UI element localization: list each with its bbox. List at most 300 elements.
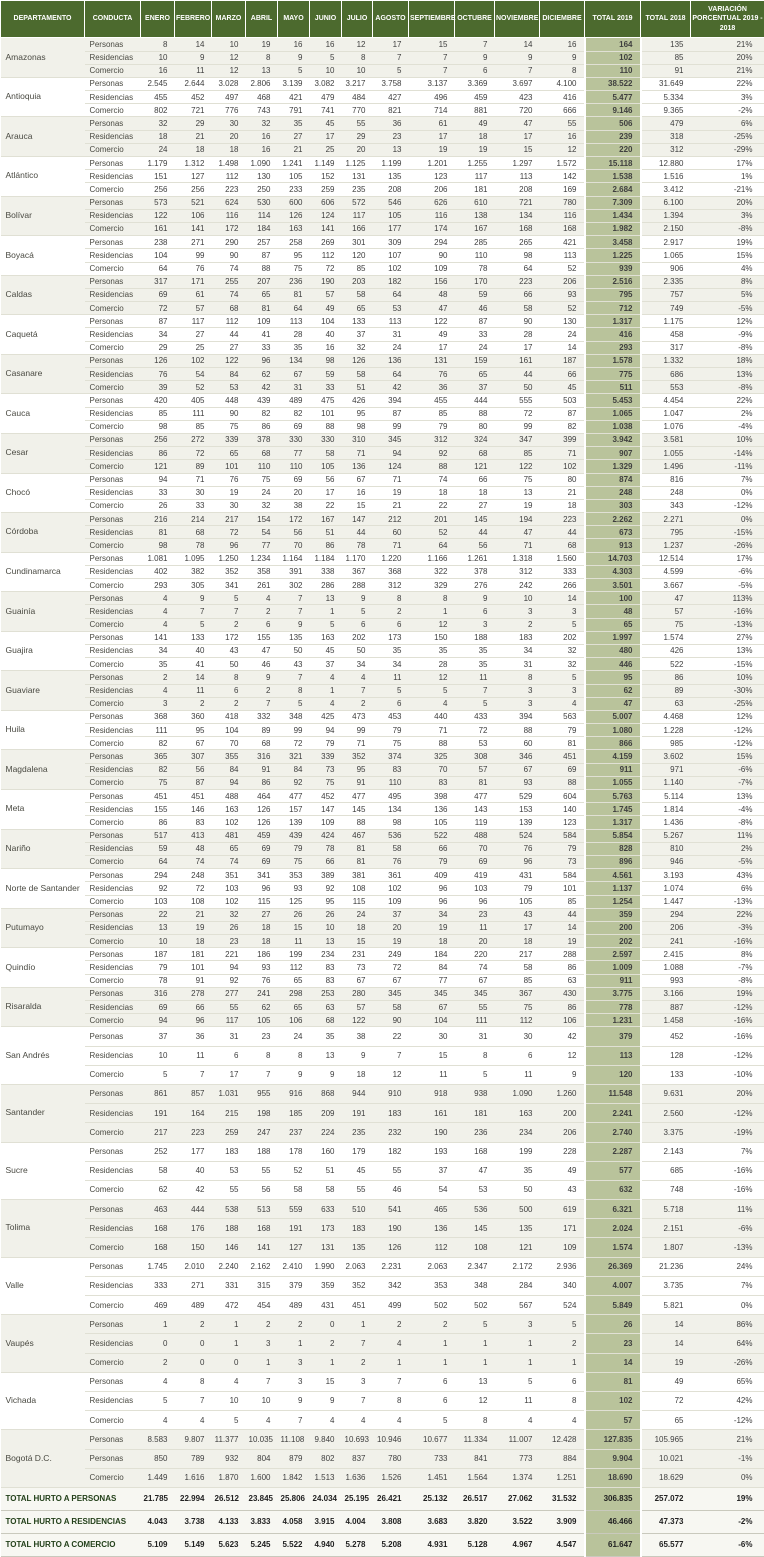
month-value: 125 [278,895,310,908]
total-2019-value: 1.231 [585,1014,641,1027]
month-value: 78 [175,539,212,552]
month-value: 489 [278,394,310,407]
conducta-label: Personas [85,196,141,209]
total-month-value: 4.133 [212,1510,246,1533]
month-value: 93 [495,776,540,789]
total-2018-value: 2.143 [641,1142,691,1161]
month-value: 55 [212,1180,246,1199]
month-value: 10 [495,592,540,605]
total-2019-value: 778 [585,1001,641,1014]
department-name: Bogotá D.C. [1,1430,85,1488]
month-value: 330 [310,433,342,446]
month-value: 468 [246,91,278,104]
month-value: 81 [455,776,495,789]
month-value: 255 [212,275,246,288]
month-value: 802 [310,1449,342,1468]
month-value: 352 [342,1276,373,1295]
grand-total-2018-value: 47.373 [641,1510,691,1533]
month-value: 168 [455,1142,495,1161]
month-value: 44 [540,908,585,921]
month-value: 7 [373,1046,409,1065]
month-value: 63 [310,1001,342,1014]
month-value: 9 [310,1065,342,1084]
month-value: 421 [278,91,310,104]
month-value: 106 [540,1014,585,1027]
month-value: 31 [212,1027,246,1046]
month-value: 15 [495,143,540,156]
month-value: 2.172 [495,1257,540,1276]
conducta-label: Personas [85,433,141,446]
month-value: 4 [141,618,175,631]
month-value: 6 [212,1046,246,1065]
month-value: 44 [212,328,246,341]
table-row [1,697,764,710]
total-2019-value: 48 [585,605,641,618]
variacion-value: 13% [691,790,764,803]
month-value: 31 [278,381,310,394]
variacion-value: 18% [691,354,764,367]
month-value: 86 [310,539,342,552]
month-value: 126 [373,1238,409,1257]
month-value: 2.936 [540,1257,585,1276]
month-value: 28 [278,328,310,341]
month-value: 1 [409,1353,455,1372]
month-value: 104 [409,1014,455,1027]
month-value: 1.184 [310,552,342,565]
month-value: 2.063 [409,1257,455,1276]
month-value: 0 [175,1334,212,1353]
conducta-label: Personas [85,631,141,644]
month-value: 626 [409,196,455,209]
month-value: 90 [373,1014,409,1027]
month-value: 53 [373,302,409,315]
department-name: Putumayo [1,908,85,948]
total-2019-value: 120 [585,1065,641,1084]
month-value: 98 [495,249,540,262]
variacion-value: 12% [691,710,764,723]
variacion-value: -10% [691,1065,764,1084]
total-2019-value: 416 [585,328,641,341]
month-value: 301 [342,236,373,249]
month-value: 16 [310,341,342,354]
department-name: Huila [1,710,85,750]
month-value: 122 [495,460,540,473]
month-value: 33 [141,486,175,499]
month-value: 573 [141,196,175,209]
conducta-label: Comercio [85,104,141,117]
month-value: 20 [212,130,246,143]
month-value: 76 [212,473,246,486]
total-2019-value: 9.904 [585,1449,641,1468]
month-value: 21 [278,143,310,156]
month-value: 124 [373,460,409,473]
month-value: 256 [141,433,175,446]
total-month-value: 25.132 [409,1487,455,1510]
total-2019-value: 1.329 [585,460,641,473]
month-value: 10 [310,921,342,934]
month-value: 79 [540,842,585,855]
month-value: 10.677 [409,1430,455,1449]
month-value: 606 [310,196,342,209]
month-value: 48 [175,842,212,855]
month-value: 465 [409,1200,455,1219]
month-value: 1 [246,1353,278,1372]
total-2018-value: 3.581 [641,433,691,446]
month-value: 87 [373,407,409,420]
month-value: 399 [540,433,585,446]
variacion-value: -26% [691,1353,764,1372]
month-value: 352 [212,565,246,578]
total-month-value: 5.522 [278,1533,310,1556]
month-value: 541 [373,1200,409,1219]
month-value: 109 [373,895,409,908]
month-value: 88 [409,460,455,473]
month-value: 84 [212,368,246,381]
total-2018-value: 2.151 [641,1219,691,1238]
total-2018-value: 5.114 [641,790,691,803]
total-2018-value: 795 [641,526,691,539]
total-2018-value: 2.415 [641,948,691,961]
conducta-label: Comercio [85,262,141,275]
total-2018-value: 810 [641,842,691,855]
table-row [1,420,764,433]
month-value: 53 [455,737,495,750]
month-value: 4 [141,684,175,697]
month-value: 62 [246,368,278,381]
table-row [1,539,764,552]
table-row [1,1084,764,1103]
month-value: 154 [246,513,278,526]
month-value: 619 [540,1200,585,1219]
month-value: 84 [212,763,246,776]
total-2018-value: 522 [641,658,691,671]
month-value: 177 [373,222,409,235]
month-value: 298 [278,987,310,1000]
month-value: 203 [342,275,373,288]
month-value: 1.449 [141,1468,175,1487]
month-value: 52 [409,526,455,539]
conducta-label: Comercio [85,974,141,987]
month-value: 2 [212,618,246,631]
month-value: 4 [373,1411,409,1430]
month-value: 5 [310,618,342,631]
total-2018-value: 4.468 [641,710,691,723]
month-value: 83 [175,816,212,829]
month-value: 2.240 [212,1257,246,1276]
conducta-label: Comercio [85,1014,141,1027]
month-value: 109 [246,315,278,328]
total-month-value: 3.915 [310,1510,342,1533]
month-value: 9.807 [175,1430,212,1449]
month-value: 426 [342,394,373,407]
variacion-value: -13% [691,895,764,908]
month-value: 4 [540,697,585,710]
month-value: 67 [495,763,540,776]
variacion-value: -13% [691,618,764,631]
table-row [1,130,764,143]
month-value: 79 [409,855,455,868]
month-value: 11 [373,671,409,684]
month-value: 43 [278,658,310,671]
table-row [1,658,764,671]
month-value: 317 [141,275,175,288]
conducta-label: Residencias [85,447,141,460]
col-header-enero: ENERO [141,1,175,38]
month-value: 2 [495,618,540,631]
month-value: 11.108 [278,1430,310,1449]
conducta-label: Comercio [85,341,141,354]
total-2018-value: 6.100 [641,196,691,209]
conducta-label: Personas [85,77,141,90]
month-value: 26 [141,499,175,512]
total-2019-value: 11.548 [585,1084,641,1103]
month-value: 12 [212,64,246,77]
total-month-value: 21.785 [141,1487,175,1510]
total-2018-value: 426 [641,644,691,657]
month-value: 13 [310,1046,342,1065]
conducta-label: Residencias [85,486,141,499]
total-2018-value: 4.599 [641,565,691,578]
month-value: 72 [175,882,212,895]
total-2019-value: 511 [585,381,641,394]
month-value: 101 [175,961,212,974]
month-value: 122 [212,354,246,367]
total-2019-value: 23 [585,1334,641,1353]
variacion-value: -8% [691,222,764,235]
month-value: 355 [212,750,246,763]
month-value: 2 [246,684,278,697]
month-value: 68 [246,737,278,750]
table-row [1,143,764,156]
month-value: 3 [495,684,540,697]
conducta-label: Comercio [85,1123,141,1142]
month-value: 1.201 [409,157,455,170]
total-month-value: 4.547 [540,1533,585,1556]
month-value: 58 [310,1180,342,1199]
total-2018-value: 19 [641,1353,691,1372]
total-2018-value: 1.807 [641,1238,691,1257]
month-value: 63 [540,974,585,987]
month-value: 861 [141,1084,175,1103]
month-value: 44 [495,368,540,381]
month-value: 1.250 [212,552,246,565]
month-value: 271 [175,1276,212,1295]
month-value: 3 [540,684,585,697]
month-value: 81 [540,737,585,750]
table-row [1,1104,764,1123]
total-month-value: 4.043 [141,1510,175,1533]
table-row [1,1391,764,1410]
month-value: 55 [342,117,373,130]
month-value: 9 [278,1391,310,1410]
month-value: 27 [175,328,212,341]
variacion-value: -16% [691,1027,764,1046]
month-value: 294 [409,236,455,249]
department-name: Quindío [1,948,85,988]
month-value: 112 [310,249,342,262]
conducta-label: Comercio [85,1353,141,1372]
grand-total-variacion-value: -2% [691,1510,764,1533]
month-value: 206 [540,275,585,288]
month-value: 19 [540,935,585,948]
total-row [1,1533,764,1556]
month-value: 353 [278,869,310,882]
month-value: 2.545 [141,77,175,90]
month-value: 90 [409,249,455,262]
month-value: 173 [310,1219,342,1238]
month-value: 131 [409,354,455,367]
total-2019-value: 913 [585,539,641,552]
month-value: 3.137 [409,77,455,90]
table-row [1,1468,764,1487]
month-value: 45 [310,117,342,130]
month-value: 216 [141,513,175,526]
month-value: 394 [495,710,540,723]
grand-total-2018-value: 257.072 [641,1487,691,1510]
month-value: 5 [310,51,342,64]
month-value: 62 [246,1001,278,1014]
variacion-value: -29% [691,143,764,156]
total-month-value: 25.195 [342,1487,373,1510]
month-value: 83 [310,961,342,974]
month-value: 10 [141,935,175,948]
month-value: 40 [310,328,342,341]
total-2018-value: 31.649 [641,77,691,90]
month-value: 351 [212,869,246,882]
month-value: 94 [310,724,342,737]
month-value: 207 [246,275,278,288]
table-row [1,1411,764,1430]
month-value: 5 [540,671,585,684]
month-value: 79 [278,842,310,855]
month-value: 83 [310,974,342,987]
month-value: 88 [495,724,540,737]
month-value: 168 [540,222,585,235]
month-value: 58 [495,302,540,315]
total-2019-value: 828 [585,842,641,855]
total-2018-value: 241 [641,935,691,948]
month-value: 106 [278,1014,310,1027]
month-value: 98 [342,420,373,433]
month-value: 79 [540,724,585,737]
month-value: 73 [342,961,373,974]
total-2018-value: 21.236 [641,1257,691,1276]
month-value: 188 [455,631,495,644]
conducta-label: Personas [85,275,141,288]
month-value: 136 [373,354,409,367]
month-value: 345 [373,433,409,446]
month-value: 71 [373,539,409,552]
month-value: 2.347 [455,1257,495,1276]
month-value: 145 [455,1219,495,1238]
conducta-label: Personas [85,1430,141,1449]
total-2018-value: 91 [641,64,691,77]
month-value: 147 [310,803,342,816]
month-value: 71 [342,737,373,750]
month-value: 139 [495,816,540,829]
month-value: 454 [246,1296,278,1315]
total-2018-value: 1.047 [641,407,691,420]
month-value: 13 [310,935,342,948]
total-2019-value: 5.453 [585,394,641,407]
department-name: Guaviare [1,671,85,711]
month-value: 1.513 [310,1468,342,1487]
month-value: 345 [373,987,409,1000]
month-value: 741 [310,104,342,117]
table-row [1,183,764,196]
month-value: 489 [175,1296,212,1315]
month-value: 9 [540,1065,585,1084]
month-value: 252 [141,1142,175,1161]
month-value: 322 [409,565,455,578]
variacion-value: -4% [691,420,764,433]
month-value: 75 [310,776,342,789]
table-row [1,236,764,249]
month-value: 70 [409,763,455,776]
department-name: Nariño [1,829,85,869]
variacion-value: -13% [691,1238,764,1257]
table-row [1,895,764,908]
month-value: 64 [373,368,409,381]
month-value: 1.842 [278,1468,310,1487]
month-value: 78 [141,974,175,987]
month-value: 4 [141,605,175,618]
month-value: 155 [141,803,175,816]
month-value: 431 [495,869,540,882]
total-month-value: 4.004 [342,1510,373,1533]
table-row [1,275,764,288]
month-value: 123 [540,816,585,829]
month-value: 113 [495,170,540,183]
total-month-value: 5.245 [246,1533,278,1556]
month-value: 130 [246,170,278,183]
month-value: 102 [212,816,246,829]
month-value: 733 [409,1449,455,1468]
total-2018-value: 985 [641,737,691,750]
month-value: 168 [495,222,540,235]
month-value: 16 [540,38,585,51]
month-value: 35 [278,117,310,130]
month-value: 141 [175,222,212,235]
month-value: 111 [175,407,212,420]
conducta-label: Residencias [85,684,141,697]
total-2018-value: 452 [641,1027,691,1046]
month-value: 110 [278,460,310,473]
month-value: 89 [175,460,212,473]
month-value: 95 [342,763,373,776]
month-value: 109 [310,816,342,829]
total-2018-value: 5.334 [641,91,691,104]
variacion-value: 24% [691,1257,764,1276]
month-value: 90 [212,407,246,420]
month-value: 451 [175,790,212,803]
month-value: 146 [212,1238,246,1257]
total-2018-value: 5.821 [641,1296,691,1315]
table-row [1,1027,764,1046]
month-value: 559 [278,1200,310,1219]
month-value: 67 [342,473,373,486]
conducta-label: Residencias [85,249,141,262]
month-value: 1.164 [278,552,310,565]
total-2018-value: 1.076 [641,420,691,433]
month-value: 126 [278,209,310,222]
month-value: 20 [342,143,373,156]
month-value: 34 [373,658,409,671]
month-value: 112 [409,1238,455,1257]
month-value: 368 [141,710,175,723]
month-value: 510 [342,1200,373,1219]
variacion-value: 65% [691,1372,764,1391]
